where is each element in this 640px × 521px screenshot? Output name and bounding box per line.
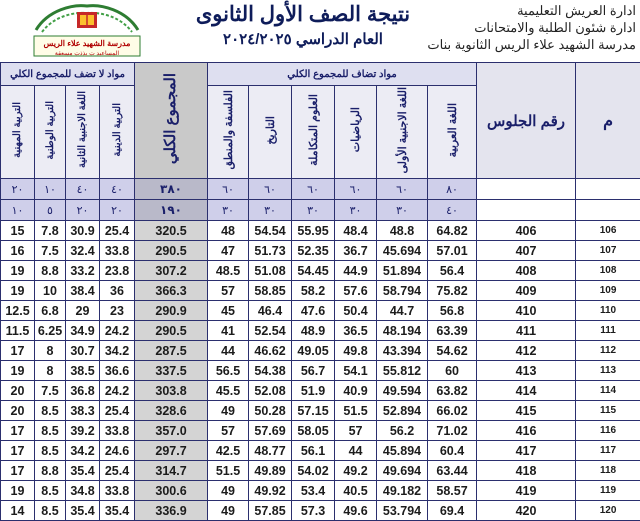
school-logo (28, 4, 146, 58)
subject-header-arabic: اللغة العربية (428, 86, 477, 179)
row-grade: 36.7 (335, 241, 377, 261)
row-grade: 52.35 (292, 241, 335, 261)
table-row (1, 341, 640, 361)
min-mark: ٣٠ (249, 200, 292, 221)
row-grade: 60.4 (428, 441, 477, 461)
max-mark: ١٠ (35, 179, 66, 200)
row-grade: 17 (1, 341, 35, 361)
row-grade: 52.08 (249, 381, 292, 401)
subject-header-religion: التربية الدينية (100, 86, 135, 179)
row-grade: 35.4 (66, 461, 100, 481)
row-grade: 56.8 (428, 301, 477, 321)
min-mark: ٣٠ (208, 200, 249, 221)
row-grade: 49.594 (377, 381, 428, 401)
row-grade: 58.57 (428, 481, 477, 501)
row-seat-number: 415 (477, 401, 576, 421)
table-row (1, 321, 640, 341)
subject-header-history: التاريخ (249, 86, 292, 179)
min-mark: ٥ (35, 200, 66, 221)
max-mark: ٦٠ (377, 179, 428, 200)
row-seat-number: 409 (477, 281, 576, 301)
row-grade: 52.894 (377, 401, 428, 421)
row-serial: 110 (576, 301, 640, 321)
row-grade: 33.8 (100, 241, 135, 261)
row-grade: 24.2 (100, 321, 135, 341)
row-grade: 54.38 (249, 361, 292, 381)
row-grade: 44.9 (335, 261, 377, 281)
row-total: 314.7 (135, 461, 208, 481)
row-grade: 51.5 (208, 461, 249, 481)
row-serial: 107 (576, 241, 640, 261)
max-mark: ٤٠ (66, 179, 100, 200)
row-total: 290.9 (135, 301, 208, 321)
row-grade: 19 (1, 281, 35, 301)
row-grade: 20 (1, 381, 35, 401)
row-grade: 49 (208, 401, 249, 421)
group-added-header: مواد تضاف للمجموع الكلي (208, 63, 477, 86)
row-grade: 48 (208, 221, 249, 241)
row-grade: 19 (1, 481, 35, 501)
row-grade: 42.5 (208, 441, 249, 461)
row-grade: 58.794 (377, 281, 428, 301)
min-mark: ٣٠ (377, 200, 428, 221)
row-total: 357.0 (135, 421, 208, 441)
row-grade: 66.02 (428, 401, 477, 421)
row-grade: 25.4 (100, 221, 135, 241)
org-line-department: ادارة شئون الطلبة والامتحانات (427, 19, 636, 36)
row-grade: 49.694 (377, 461, 428, 481)
row-grade: 40.5 (335, 481, 377, 501)
row-grade: 25.4 (100, 401, 135, 421)
row-grade: 23 (100, 301, 135, 321)
row-grade: 20 (1, 401, 35, 421)
row-grade: 49.182 (377, 481, 428, 501)
row-grade: 6.8 (35, 301, 66, 321)
org-line-directorate: ادارة العريش التعليمية (427, 2, 636, 19)
row-seat-number: 419 (477, 481, 576, 501)
row-grade: 25.4 (100, 461, 135, 481)
row-grade: 36.6 (100, 361, 135, 381)
row-grade: 45.694 (377, 241, 428, 261)
row-grade: 49.92 (249, 481, 292, 501)
row-serial: 108 (576, 261, 640, 281)
row-grade: 49 (208, 481, 249, 501)
row-grade: 41 (208, 321, 249, 341)
row-grade: 19 (1, 361, 35, 381)
row-seat-number: 414 (477, 381, 576, 401)
row-grade: 63.39 (428, 321, 477, 341)
row-seat-number: 412 (477, 341, 576, 361)
subject-header-science: العلوم المتكاملة (292, 86, 335, 179)
row-grade: 55.95 (292, 221, 335, 241)
row-grade: 38.5 (66, 361, 100, 381)
row-grade: 34.8 (66, 481, 100, 501)
max-mark: ٢٠ (1, 179, 35, 200)
row-total: 366.3 (135, 281, 208, 301)
row-grade: 8.5 (35, 501, 66, 521)
row-grade: 54.02 (292, 461, 335, 481)
row-grade: 51.08 (249, 261, 292, 281)
row-seat-number: 408 (477, 261, 576, 281)
max-mark: ٦٠ (208, 179, 249, 200)
min-total: ١٩٠ (135, 200, 208, 221)
row-grade: 46.62 (249, 341, 292, 361)
subject-header-vocational: التربية المهنية (1, 86, 35, 179)
table-row (1, 481, 640, 501)
row-total: 336.9 (135, 501, 208, 521)
row-grade: 57 (208, 421, 249, 441)
row-grade: 38.4 (66, 281, 100, 301)
row-grade: 30.7 (66, 341, 100, 361)
row-grade: 51.5 (335, 401, 377, 421)
max-total: ٣٨٠ (135, 179, 208, 200)
row-grade: 34.2 (100, 341, 135, 361)
row-grade: 8 (35, 361, 66, 381)
row-grade: 33.8 (100, 481, 135, 501)
row-grade: 63.82 (428, 381, 477, 401)
table-row (1, 281, 640, 301)
max-mark: ٤٠ (100, 179, 135, 200)
row-total: 337.5 (135, 361, 208, 381)
page-title: نتيجة الصف الأول الثانوى (178, 2, 428, 27)
row-grade: 57 (335, 421, 377, 441)
row-grade: 33.8 (100, 421, 135, 441)
row-grade: 56.2 (377, 421, 428, 441)
row-seat-number: 407 (477, 241, 576, 261)
row-grade: 39.2 (66, 421, 100, 441)
row-grade: 43.394 (377, 341, 428, 361)
row-grade: 45 (208, 301, 249, 321)
table-row (1, 221, 640, 241)
row-seat-number: 417 (477, 441, 576, 461)
row-grade: 57.01 (428, 241, 477, 261)
row-grade: 17 (1, 421, 35, 441)
row-grade: 38.3 (66, 401, 100, 421)
row-grade: 63.44 (428, 461, 477, 481)
table-row (1, 401, 640, 421)
table-row (1, 441, 640, 461)
row-grade: 33.2 (66, 261, 100, 281)
row-grade: 51.894 (377, 261, 428, 281)
row-grade: 15 (1, 221, 35, 241)
row-grade: 60 (428, 361, 477, 381)
table-row (1, 261, 640, 281)
row-seat-number: 406 (477, 221, 576, 241)
page-header (0, 0, 640, 62)
row-total: 328.6 (135, 401, 208, 421)
group-not-added-header: مواد لا تضف للمجموع الكلي (1, 63, 135, 86)
row-grade: 54.54 (249, 221, 292, 241)
row-grade: 57.3 (292, 501, 335, 521)
student-rows (1, 221, 640, 521)
table-row (1, 241, 640, 261)
row-grade: 58.05 (292, 421, 335, 441)
row-seat-number: 416 (477, 421, 576, 441)
row-grade: 48.8 (377, 221, 428, 241)
row-grade: 71.02 (428, 421, 477, 441)
row-grade: 51.9 (292, 381, 335, 401)
row-grade: 8.5 (35, 421, 66, 441)
logo-school-name: مدرسة الشهيد علاء الريس (28, 39, 146, 48)
row-total: 290.5 (135, 321, 208, 341)
row-grade: 45.5 (208, 381, 249, 401)
row-grade: 57.69 (249, 421, 292, 441)
row-grade: 19 (1, 261, 35, 281)
row-grade: 36.5 (335, 321, 377, 341)
row-grade: 34.9 (66, 321, 100, 341)
row-grade: 17 (1, 461, 35, 481)
row-serial: 115 (576, 401, 640, 421)
row-serial: 120 (576, 501, 640, 521)
row-serial: 106 (576, 221, 640, 241)
row-grade: 8.5 (35, 481, 66, 501)
row-serial: 114 (576, 381, 640, 401)
row-total: 307.2 (135, 261, 208, 281)
row-grade: 53.794 (377, 501, 428, 521)
subject-header-first-language: اللغة الاجنبية الأولى (377, 86, 428, 179)
row-grade: 7.5 (35, 381, 66, 401)
row-grade: 17 (1, 441, 35, 461)
row-grade: 49 (208, 501, 249, 521)
row-grade: 24.6 (100, 441, 135, 461)
row-grade: 55.812 (377, 361, 428, 381)
row-total: 297.7 (135, 441, 208, 461)
row-serial: 113 (576, 361, 640, 381)
row-grade: 8 (35, 341, 66, 361)
subject-header-civic: التربية الوطنية (35, 86, 66, 179)
row-grade: 29 (66, 301, 100, 321)
row-grade: 36 (100, 281, 135, 301)
row-grade: 49.6 (335, 501, 377, 521)
row-grade: 48.4 (335, 221, 377, 241)
row-grade: 32.4 (66, 241, 100, 261)
min-mark: ٣٠ (335, 200, 377, 221)
row-grade: 40.9 (335, 381, 377, 401)
min-marks-row (1, 200, 640, 221)
row-grade: 58.2 (292, 281, 335, 301)
max-marks-row (1, 179, 640, 200)
row-serial: 109 (576, 281, 640, 301)
row-grade: 6.25 (35, 321, 66, 341)
academic-year: العام الدراسي ٢٠٢٤/٢٠٢٥ (178, 30, 428, 48)
row-grade: 57.85 (249, 501, 292, 521)
row-total: 290.5 (135, 241, 208, 261)
row-grade: 7.8 (35, 221, 66, 241)
row-grade: 35.4 (66, 501, 100, 521)
max-mark: ٨٠ (428, 179, 477, 200)
row-grade: 34.2 (66, 441, 100, 461)
row-grade: 49.8 (335, 341, 377, 361)
seat-number-header: رقم الجلوس (477, 63, 576, 179)
group-header-row (1, 63, 640, 86)
row-serial: 118 (576, 461, 640, 481)
row-grade: 56.4 (428, 261, 477, 281)
min-mark: ٣٠ (292, 200, 335, 221)
row-grade: 44.7 (377, 301, 428, 321)
row-grade: 30.9 (66, 221, 100, 241)
row-seat-number: 410 (477, 301, 576, 321)
row-grade: 56.5 (208, 361, 249, 381)
min-mark: ٤٠ (428, 200, 477, 221)
row-grade: 56.1 (292, 441, 335, 461)
table-row (1, 461, 640, 481)
row-grade: 54.45 (292, 261, 335, 281)
row-grade: 57.6 (335, 281, 377, 301)
row-grade: 14 (1, 501, 35, 521)
row-seat-number: 411 (477, 321, 576, 341)
row-grade: 11.5 (1, 321, 35, 341)
total-column-header: المجموع الكلي (135, 63, 208, 179)
row-grade: 45.894 (377, 441, 428, 461)
row-grade: 12.5 (1, 301, 35, 321)
subject-header-second-language: اللغة الاجنبية الثانية (66, 86, 100, 179)
subject-header-philosophy: الفلسفة والمنطق (208, 86, 249, 179)
row-grade: 8.5 (35, 401, 66, 421)
row-grade: 8.8 (35, 461, 66, 481)
org-line-school: مدرسة الشهيد علاء الريس الثانوية بنات (427, 36, 636, 53)
table-row (1, 301, 640, 321)
row-grade: 49.2 (335, 461, 377, 481)
row-grade: 47 (208, 241, 249, 261)
row-grade: 54.62 (428, 341, 477, 361)
row-grade: 8.5 (35, 441, 66, 461)
row-grade: 50.28 (249, 401, 292, 421)
table-row (1, 381, 640, 401)
row-grade: 16 (1, 241, 35, 261)
row-grade: 46.4 (249, 301, 292, 321)
row-serial: 116 (576, 421, 640, 441)
row-grade: 54.1 (335, 361, 377, 381)
row-grade: 50.4 (335, 301, 377, 321)
row-grade: 44 (335, 441, 377, 461)
row-seat-number: 420 (477, 501, 576, 521)
row-serial: 112 (576, 341, 640, 361)
row-total: 287.5 (135, 341, 208, 361)
row-grade: 69.4 (428, 501, 477, 521)
logo-subtext: المساعيد ت يذذت مسعقة (28, 50, 146, 57)
min-mark: ٢٠ (100, 200, 135, 221)
row-grade: 36.8 (66, 381, 100, 401)
row-total: 303.8 (135, 381, 208, 401)
row-grade: 7.5 (35, 241, 66, 261)
organization-lines (427, 2, 636, 53)
row-grade: 23.8 (100, 261, 135, 281)
row-grade: 49.89 (249, 461, 292, 481)
row-grade: 75.82 (428, 281, 477, 301)
row-grade: 48.5 (208, 261, 249, 281)
row-total: 320.5 (135, 221, 208, 241)
row-serial: 117 (576, 441, 640, 461)
row-total: 300.6 (135, 481, 208, 501)
max-mark: ٦٠ (249, 179, 292, 200)
row-grade: 35.4 (100, 501, 135, 521)
min-mark: ٢٠ (66, 200, 100, 221)
row-grade: 48.194 (377, 321, 428, 341)
max-mark: ٦٠ (292, 179, 335, 200)
row-seat-number: 413 (477, 361, 576, 381)
row-grade: 64.82 (428, 221, 477, 241)
serial-header: م (576, 63, 640, 179)
max-mark: ٦٠ (335, 179, 377, 200)
row-grade: 48.77 (249, 441, 292, 461)
row-grade: 10 (35, 281, 66, 301)
row-grade: 8.8 (35, 261, 66, 281)
min-mark: ١٠ (1, 200, 35, 221)
row-grade: 49.05 (292, 341, 335, 361)
row-grade: 52.54 (249, 321, 292, 341)
row-grade: 57.15 (292, 401, 335, 421)
subject-header-math: الرياضيات (335, 86, 377, 179)
row-grade: 57 (208, 281, 249, 301)
row-seat-number: 418 (477, 461, 576, 481)
table-row (1, 361, 640, 381)
row-grade: 44 (208, 341, 249, 361)
row-grade: 48.9 (292, 321, 335, 341)
table-row (1, 421, 640, 441)
row-grade: 56.7 (292, 361, 335, 381)
row-grade: 47.6 (292, 301, 335, 321)
row-serial: 119 (576, 481, 640, 501)
row-serial: 111 (576, 321, 640, 341)
row-grade: 58.85 (249, 281, 292, 301)
row-grade: 53.4 (292, 481, 335, 501)
row-grade: 24.2 (100, 381, 135, 401)
row-grade: 51.73 (249, 241, 292, 261)
results-table (0, 62, 640, 521)
